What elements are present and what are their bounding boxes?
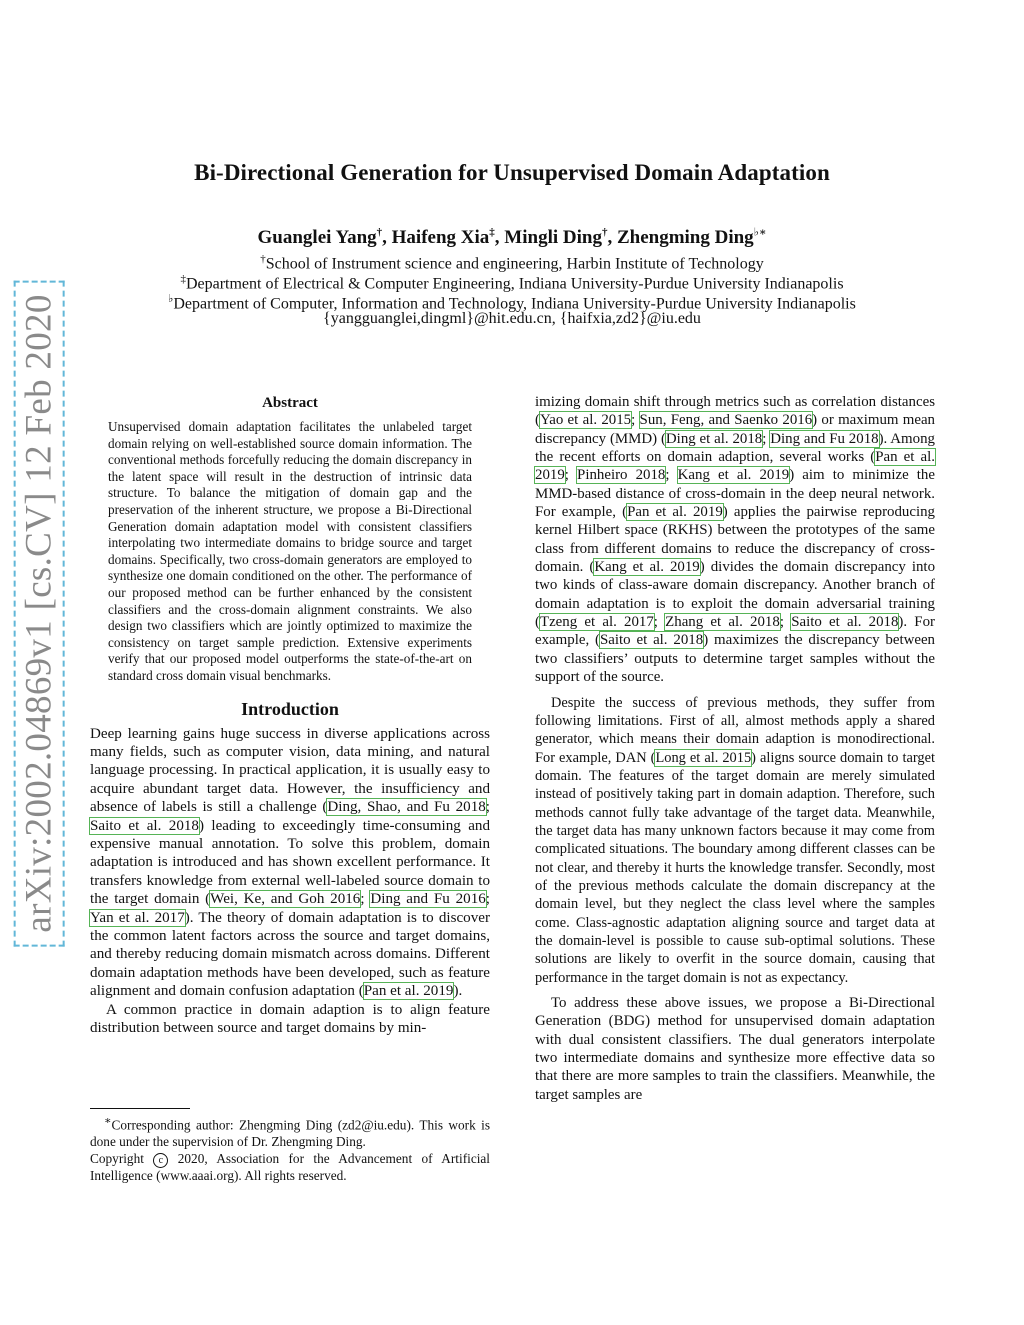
- citation-link[interactable]: Kang et al. 2019: [594, 559, 700, 576]
- abstract-text: Unsupervised domain adaptation facilitates the unlabeled target domain relying on well-established source domain information. The conventional methods forcefully reducing the domain discrepancy in the latent space will result in the destruction of intrinsic data structure. To balance the mitigation of domain gap and the preservation of the inherent structure, we propose a Bi-Directional Generation domain adaptation model with consistent classifiers interpolating two intermediate domains to bridge source and target domains. Specifically, two cross-domain generators are employed to synthesize one domain conditioned on the other. The performance of our proposed method can be further enhanced by the consistent classifiers and the cross-domain alignment constraints. We also design two classifiers which are jointly optimized to maximize the consistency on target sample prediction. Extensive experiments verify that our proposed model outperforms the state-of-the-art on standard cross domain visual benchmarks.: [108, 419, 472, 683]
- citation-link[interactable]: Saito et al. 2018: [791, 614, 899, 631]
- author: Zhengming Ding♭∗: [616, 227, 767, 249]
- footnote: [90, 1113, 490, 1184]
- citation-link[interactable]: Ding and Fu 2016: [370, 891, 486, 908]
- citation-link[interactable]: Kang et al. 2019: [677, 467, 790, 484]
- citation-link[interactable]: Wei, Ke, and Goh 2016: [210, 891, 361, 908]
- citation-link[interactable]: Pinheiro 2018: [577, 467, 666, 484]
- arxiv-side-stamp: [14, 293, 64, 933]
- citation-link[interactable]: Yao et al. 2015: [539, 412, 632, 429]
- author: Mingli Ding†,: [504, 227, 617, 249]
- abstract-heading: Abstract: [262, 395, 318, 411]
- introduction-heading: Introduction: [241, 698, 339, 719]
- right-paragraph-3: To address these above issues, we propose a Bi-Directional Generation (BDG) method for unsupervised domain adaptation with dual consistent classifiers. The dual generators interpolate two intermediate domains and synthesize more effective data so that there are more samples to train the classifiers. Meanwhile, the target samples are: [535, 995, 935, 1103]
- author: Guanglei Yang†,: [257, 227, 392, 249]
- intro-paragraph-1: Deep learning gains huge success in diverse applications across many fields, such as computer vision, data mining, and natural language processing. In practical application, it is usually easy to acquire abundant target data. However, the insufficiency and absence of labels is still a challenge (Ding, Shao, and Fu 2018; Saito et al. 2018) leading to exceedingly time-consuming and expensive manual annotation. To solve this problem, domain adaptation is introduced and has shown excellent performance. It transfers knowledge from external well-labeled source domain to the target domain (Wei, Ke, and Goh 2016; Ding and Fu 2016; Yan et al. 2017). The theory of domain adaptation is to discover the common latent factors across the source and target domains, and thereby reducing domain mismatch across domains. Different domain adaptation methods have been developed, such as feature alignment and domain confusion adaptation (Pan et al. 2019).: [90, 725, 490, 1000]
- footnote-corresponding: ∗Corresponding author: Zhengming Ding (zd2@iu.edu). This work is done under the supervision of Dr. Zhengming Ding.: [90, 1115, 490, 1150]
- citation-link[interactable]: Sun, Feng, and Saenko 2016: [639, 412, 813, 429]
- paper-title: Bi-Directional Generation for Unsupervised Domain Adaptation: [194, 160, 830, 185]
- citation-link[interactable]: Zhang et al. 2018: [665, 614, 780, 631]
- citation-link[interactable]: Pan et al. 2019: [363, 983, 454, 1000]
- citation-link[interactable]: Ding, Shao, and Fu 2018: [327, 799, 486, 816]
- left-column: [90, 395, 490, 1037]
- citation-link[interactable]: Long et al. 2015: [655, 749, 752, 766]
- right-column: [535, 393, 935, 1104]
- citation-link[interactable]: Ding and Fu 2018: [770, 430, 879, 447]
- author: Haifeng Xia‡,: [391, 227, 505, 249]
- copyright-icon: c: [153, 1153, 168, 1168]
- citation-link[interactable]: Ding et al. 2018: [665, 430, 763, 447]
- intro-paragraph-2: A common practice in domain adaption is to align feature distribution between source and target domains by min-: [90, 1001, 490, 1036]
- citation-link[interactable]: Tzeng et al. 2017: [539, 614, 654, 631]
- citation-link[interactable]: Yan et al. 2017: [90, 909, 185, 926]
- right-paragraph-2: Despite the success of previous methods, they suffer from following limitations. First of all, almost methods apply a shared generator, which means their domain adaption is monodirectional. For example, DAN (Long et al. 2015) aligns source domain to target domain. The features of the target domain are merely simulated instead of positively taking part in domain adaption. Therefore, such methods cannot fully take advantage of the target data. Meanwhile, the target data has many unknown factors because it may come from complicated situations. The boundary among different classes can be not clear, and thereby it hurts the knowledge transfer. Secondly, most of the previous methods calculate the domain discrepancy at the domain level, but they neglect the class level where the samples come. Class-agnostic adaptation aligning source and target data at the domain-level is possible to cause sub-optimal solutions. These solutions are likely to overfit in the source domain, causing that performance in the target domain is not as expectancy.: [535, 694, 935, 986]
- author-emails: {yangguanglei,dingml}@hit.edu.cn, {haifxia,zd2}@iu.edu: [323, 310, 701, 327]
- author-list: [0, 226, 1024, 249]
- citation-link[interactable]: Saito et al. 2018: [599, 632, 704, 649]
- citation-link[interactable]: Saito et al. 2018: [90, 817, 199, 834]
- footnote-copyright: Copyright c 2020, Association for the Advancement of Artificial Intelligence (www.aaai.org). All rights reserved.: [90, 1150, 491, 1183]
- affiliation: ♭Department of Computer, Information and Technology, Indiana University-Purdue University Indianapolis: [168, 293, 856, 313]
- citation-link[interactable]: Pan et al. 2019: [627, 504, 723, 521]
- citation-link[interactable]: Pan et al. 2019: [535, 449, 935, 484]
- footnote-rule: [90, 1108, 190, 1109]
- arxiv-identifier[interactable]: arXiv:2002.04869v1 [cs.CV] 12 Feb 2020: [14, 280, 65, 946]
- affiliation: †School of Instrument science and engineering, Harbin Institute of Technology: [260, 253, 764, 273]
- affiliation: ‡Department of Electrical & Computer Engineering, Indiana University-Purdue University Indianapolis: [180, 273, 844, 293]
- right-paragraph-1: imizing domain shift through metrics such as correlation distances (Yao et al. 2015; Sun, Feng, and Saenko 2016) or maximum mean discrepancy (MMD) (Ding et al. 2018; Ding and Fu 2018). Among the recent efforts on domain adaption, several works (Pan et al. 2019; Pinheiro 2018; Kang et al. 2019) aim to minimize the MMD-based distance of cross-domain in the deep neural network. For example, (Pan et al. 2019) applies the pairwise reproducing kernel Hilbert space (RKHS) between the prototypes of the same class from different domains to reduce the discrepancy of cross-domain. (Kang et al. 2019) divides the domain discrepancy into two kinds of class-aware domain discrepancy. Another branch of domain adaptation is to exploit the domain adversarial training (Tzeng et al. 2017; Zhang et al. 2018; Saito et al. 2018). For example, (Saito et al. 2018) maximizes the discrepancy between two classifiers’ outputs to determine target samples without the support of the source.: [535, 394, 936, 686]
